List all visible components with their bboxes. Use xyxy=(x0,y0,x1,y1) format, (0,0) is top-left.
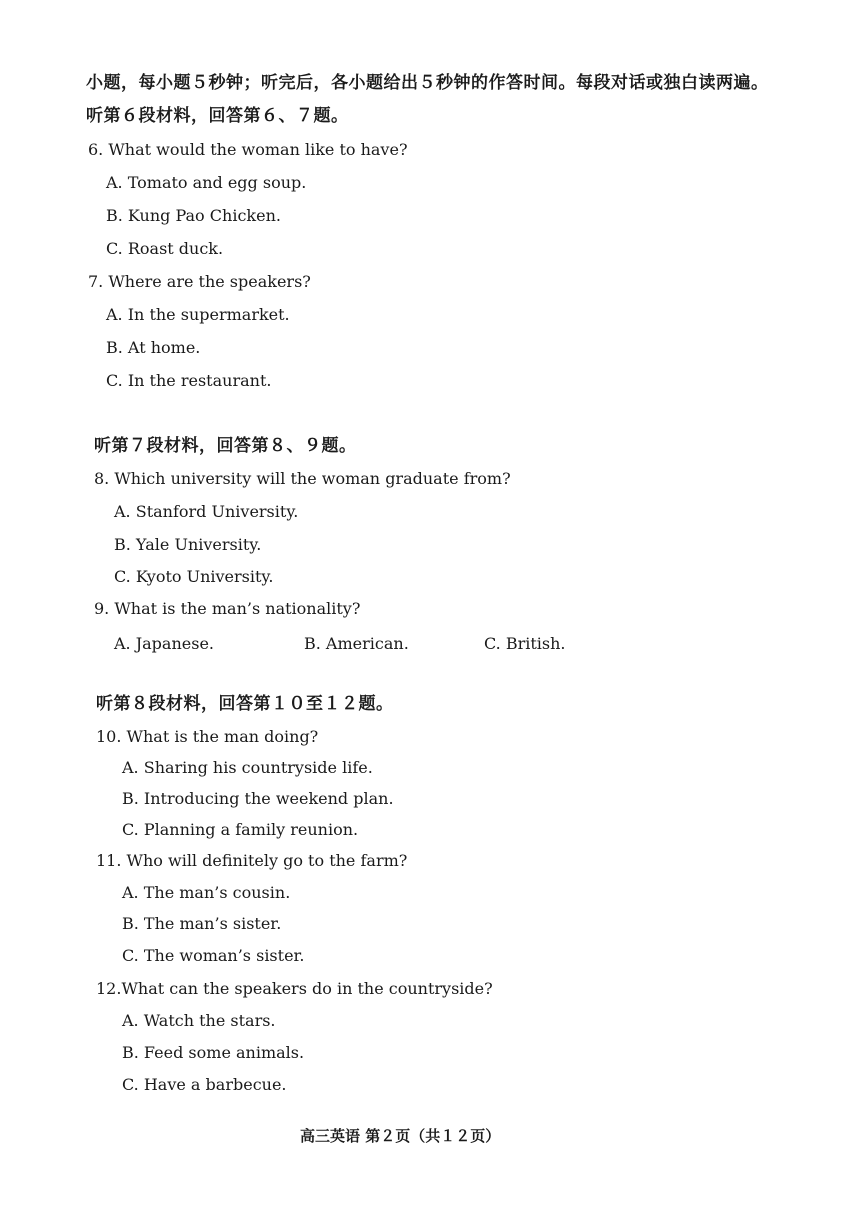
question-10-option-b: B. Introducing the weekend plan. xyxy=(122,789,394,808)
question-7-option-b: B. At home. xyxy=(106,338,201,357)
page-footer: 高三英语 第２页（共１２页） xyxy=(300,1127,501,1145)
question-6-option-b: B. Kung Pao Chicken. xyxy=(106,206,281,225)
question-7-option-c: C. In the restaurant. xyxy=(106,371,272,390)
question-9-option-b: B. American. xyxy=(304,634,409,653)
section-7-heading: 听第７段材料，回答第８、９题。 xyxy=(94,436,357,456)
question-12-stem: 12.What can the speakers do in the countryside? xyxy=(96,979,493,998)
question-10-option-a: A. Sharing his countryside life. xyxy=(122,758,373,777)
question-7-stem: 7. Where are the speakers? xyxy=(88,272,311,291)
question-12-option-a: A. Watch the stars. xyxy=(122,1011,276,1030)
question-12-option-b: B. Feed some animals. xyxy=(122,1043,305,1062)
question-11-option-a: A. The man’s cousin. xyxy=(122,883,291,902)
question-12-option-c: C. Have a barbecue. xyxy=(122,1075,287,1094)
section-6-heading: 听第６段材料，回答第６、７题。 xyxy=(86,106,349,126)
question-11-stem: 11. Who will definitely go to the farm? xyxy=(96,851,408,870)
question-7-option-a: A. In the supermarket. xyxy=(106,305,290,324)
instructions-line: 小题，每小题５秒钟；听完后，各小题给出５秒钟的作答时间。每段对话或独白读两遍。 xyxy=(86,73,769,93)
question-9-option-a: A. Japanese. xyxy=(114,634,214,653)
question-8-option-a: A. Stanford University. xyxy=(114,502,299,521)
question-8-option-c: C. Kyoto University. xyxy=(114,567,274,586)
question-9-option-c: C. British. xyxy=(484,634,566,653)
question-10-option-c: C. Planning a family reunion. xyxy=(122,820,359,839)
question-8-option-b: B. Yale University. xyxy=(114,535,262,554)
question-8-stem: 8. Which university will the woman graduate from? xyxy=(94,469,511,488)
section-8-heading: 听第８段材料，回答第１０至１２题。 xyxy=(96,694,394,714)
question-9-stem: 9. What is the man’s nationality? xyxy=(94,599,361,618)
question-6-stem: 6. What would the woman like to have? xyxy=(88,140,408,159)
question-11-option-c: C. The woman’s sister. xyxy=(122,946,305,965)
question-6-option-c: C. Roast duck. xyxy=(106,239,224,258)
question-6-option-a: A. Tomato and egg soup. xyxy=(106,173,307,192)
question-10-stem: 10. What is the man doing? xyxy=(96,727,319,746)
question-11-option-b: B. The man’s sister. xyxy=(122,914,282,933)
